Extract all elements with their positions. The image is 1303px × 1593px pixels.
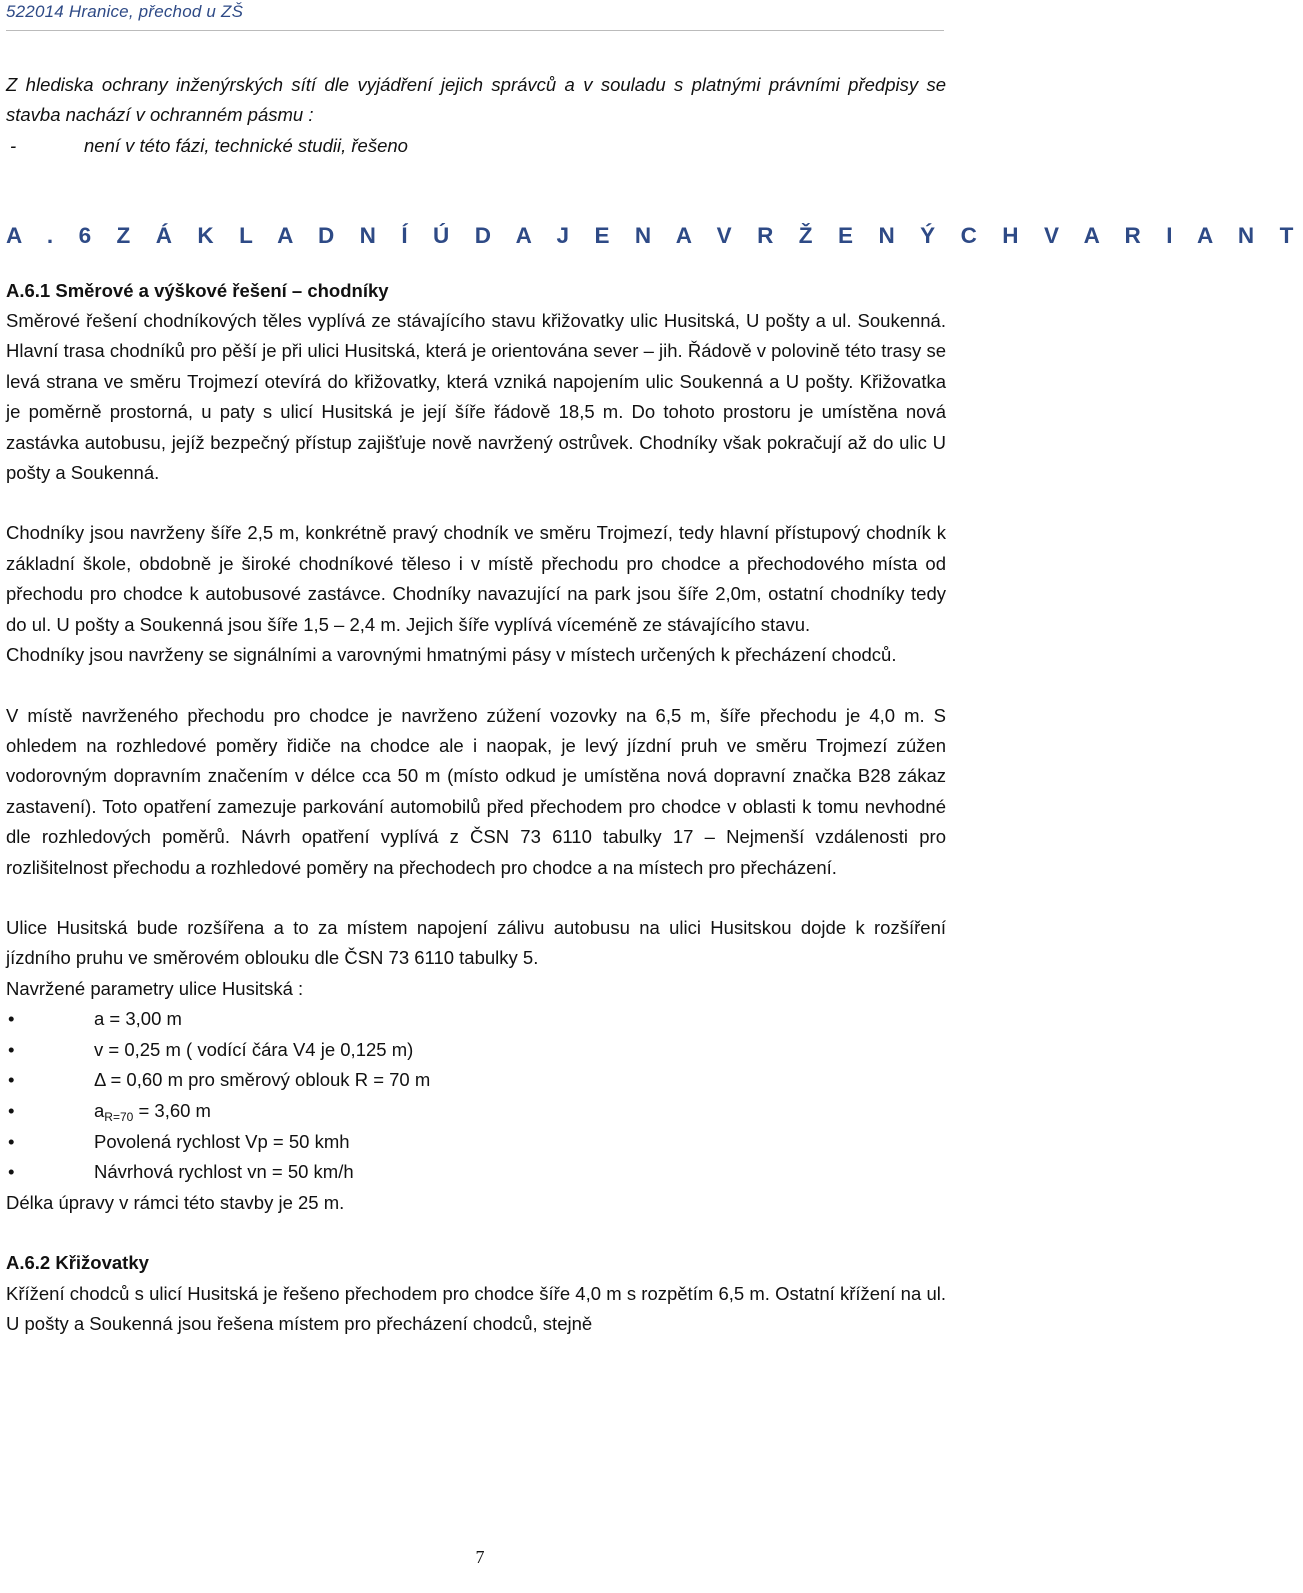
dash-item-text: není v této fázi, technické studii, řešeno xyxy=(84,134,408,156)
parameter-item xyxy=(6,1065,946,1096)
parameter-item xyxy=(6,1035,946,1066)
parameter-text xyxy=(94,1096,211,1127)
parameter-text: Návrhová rychlost vn = 50 km/h xyxy=(94,1161,354,1183)
bullet-marker: • xyxy=(8,1161,15,1183)
parameter-item xyxy=(6,1157,946,1188)
paragraph-sidewalk-widths: Chodníky jsou navrženy šíře 2,5 m, konkrétně pravý chodník ve směru Trojmezí, tedy hlavní přístupový chodník k základní škole, obdobně je široké chodníkové těleso i v místě přechodu pro chodce a přechodového místa od přechodu pro chodce k autobusové zastávce. Chodníky navazující na park jsou šíře 2,0m, ostatní chodníky tedy do ul. U pošty a Soukenná jsou šíře 1,5 – 2,4 m. Jejich šíře vyplívá víceméně ze stávajícího stavu. xyxy=(6,522,946,635)
paragraph-intersections: Křížení chodců s ulicí Husitská je řešeno přechodem pro chodce šíře 4,0 m s rozpětím 6,5 m. Ostatní křížení na ul. U pošty a Soukenná jsou řešena místem pro přecházení chodců, stejně xyxy=(6,1282,946,1334)
paragraph-crossing-narrowing: V místě navrženého přechodu pro chodce je navrženo zúžení vozovky na 6,5 m, šíře přechodu je 4,0 m. S ohledem na rozhledové poměry řidiče na chodce ale i naopak, je levý jízdní pruh ve směru Trojmezí zúžen vodorovným dopravním značením v délce cca 50 m (místo odkud je umístěna nová dopravní značka B28 zákaz zastavení). Toto opatření zamezuje parkování automobilů před přechodem pro chodce v oblasti k tomu nevhodné dle rozhledových poměrů. Návrh opatření vyplívá z ČSN 73 6110 tabulky 17 – Nejmenší vzdálenosti pro rozlišitelnost přechodu a rozhledové poměry na přechodech pro chodce a na místech pro přecházení. xyxy=(6,704,946,878)
dash-list-item xyxy=(6,131,946,161)
paragraph-directional-solution: Směrové řešení chodníkových těles vyplívá ze stávajícího stavu křižovatky ulic Husitská, U pošty a ul. Soukenná. Hlavní trasa chodníků pro pěší je při ulici Husitská, která je orientována sever – jih. Řádově v polovině této trasy se levá strana ve směru Trojmezí otevírá do křižovatky, která vzniká napojením ulic Soukenná a U pošty. Křižovatka je poměrně prostorná, u paty s ulicí Husitská je její šíře řádově 18,5 m. Do tohoto prostoru je umístěna nová zastávka autobusu, jejíž bezpečný přístup zajišťuje nově navržený ostrůvek. Chodníky však pokračují až do ulic U pošty a Soukenná. xyxy=(6,310,946,484)
intro-paragraph: Z hlediska ochrany inženýrských sítí dle vyjádření jejich správců a v souladu s platnými právními předpisy se stavba nachází v ochranném pásmu : xyxy=(6,74,946,126)
bullet-marker: • xyxy=(8,1130,15,1152)
page-content xyxy=(6,70,1303,1339)
parameter-value: = 3,60 m xyxy=(133,1099,211,1121)
paragraph-street-widening: Ulice Husitská bude rozšířena a to za místem napojení zálivu autobusu na ulici Husitskou dojde k rozšíření jízdního pruhu ve směrovém oblouku dle ČSN 73 6110 tabulky 5. xyxy=(6,916,946,969)
spacer xyxy=(6,671,946,701)
spacer xyxy=(6,883,946,913)
running-header: 522014 Hranice, přechod u ZŠ xyxy=(6,2,244,21)
parameter-symbol: a xyxy=(94,1099,105,1121)
parameter-text: Povolená rychlost Vp = 50 kmh xyxy=(94,1130,350,1152)
parameter-text: Δ = 0,60 m pro směrový oblouk R = 70 m xyxy=(94,1069,431,1091)
parameter-text: v = 0,25 m ( vodící čára V4 je 0,125 m) xyxy=(94,1038,414,1060)
bullet-marker: • xyxy=(8,1069,15,1091)
parameter-subscript: R=70 xyxy=(104,1109,134,1124)
spacer xyxy=(6,488,946,518)
bullet-marker: • xyxy=(8,1008,15,1030)
section-title: A . 6 Z Á K L A D N Í Ú D A J E N A V R Ž E N Ý C H V A R I A N T xyxy=(6,223,1303,249)
subsection-heading-a62: A.6.2 Křižovatky xyxy=(6,1252,149,1274)
bullet-marker: • xyxy=(8,1038,15,1060)
paragraph-tactile-strips: Chodníky jsou navrženy se signálními a varovnými hmatnými pásy v místech určených k přecházení chodců. xyxy=(6,644,897,666)
length-note: Délka úpravy v rámci této stavby je 25 m. xyxy=(6,1191,345,1213)
parameter-item xyxy=(6,1004,946,1035)
params-intro: Navržené parametry ulice Husitská : xyxy=(6,977,304,999)
parameter-item xyxy=(6,1127,946,1158)
page-number: 7 xyxy=(475,1547,485,1567)
subsection-heading-a61: A.6.1 Směrové a výškové řešení – chodníky xyxy=(6,279,389,301)
spacer xyxy=(6,1218,946,1248)
parameters-list xyxy=(6,1004,946,1188)
parameter-text: a = 3,00 m xyxy=(94,1008,182,1030)
header-rule xyxy=(6,30,944,31)
dash-marker: - xyxy=(10,134,17,156)
bullet-marker: • xyxy=(8,1099,15,1121)
parameter-item xyxy=(6,1096,946,1127)
utility-networks-note xyxy=(6,70,946,161)
